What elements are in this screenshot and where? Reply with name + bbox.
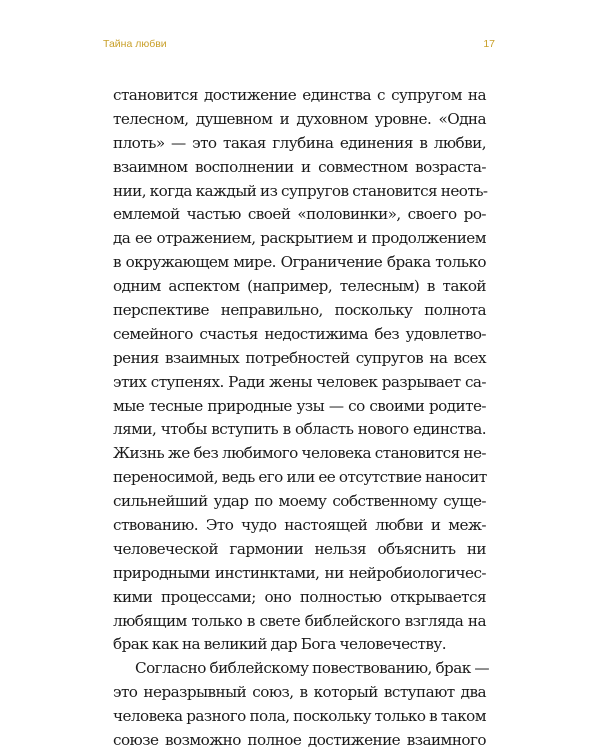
text-line: кими процессами; оно полностью открывается [113,587,486,606]
text-line: сильнейший удар по моему собственному суще- [113,492,486,511]
text-line: это неразрывный союз, в который вступают два [113,683,486,702]
text-line: нии, когда каждый из супругов становится неоть- [113,181,488,200]
running-head [103,38,495,54]
text-line: человека разного пола, поскольку только в таком [113,707,486,726]
body-text [113,84,489,753]
text-line: Согласно библейскому повествованию, брак — [135,659,489,678]
text-line: семейного счастья недостижима без удовлетво- [113,324,486,343]
text-line: союзе возможно полное достижение взаимного [113,731,486,750]
text-line: перспективе неправильно, поскольку полнота [113,301,486,320]
text-line: взаимном восполнении и совместном возраста- [113,157,486,176]
paragraph-2 [113,657,489,753]
page-number: 17 [483,38,495,50]
text-line: одним аспектом (например, телесным) в такой [113,277,486,296]
text-line: переносимой, ведь его или ее отсутствие наносит [113,468,487,487]
paragraph-1 [113,84,486,657]
text-line: Жизнь же без любимого человека становится не- [113,444,486,463]
text-line: этих ступенях. Ради жены человек разрывает са- [113,372,486,391]
text-line: становится достижение единства с супругом на [113,86,486,104]
text-line: природными инстинктами, ни нейробиологичес- [113,563,486,582]
text-line: емлемой частью своей «половинки», своего ро- [113,205,486,224]
text-line: ствованию. Это чудо настоящей любви и меж- [113,516,486,535]
text-line: да ее отражением, раскрытием и продолжением [113,229,486,248]
text-line: брак как на великий дар Бога человечеству. [113,635,446,654]
text-line: в окружающем мире. Ограничение брака только [113,253,486,272]
text-line: плоть» — это такая глубина единения в любви, [113,133,486,152]
text-line: лями, чтобы вступить в область нового единства. [113,420,486,439]
running-title: Тайна любви [103,38,167,50]
text-line: телесном, душевном и духовном уровне. «Одна [113,109,486,128]
text-line: любящим только в свете библейского взгляда на [113,611,486,630]
text-line: мые тесные природные узы — со своими родите- [113,396,486,415]
text-line: рения взаимных потребностей супругов на всех [113,348,486,367]
text-line: человеческой гармонии нельзя объяснить ни [113,539,486,558]
